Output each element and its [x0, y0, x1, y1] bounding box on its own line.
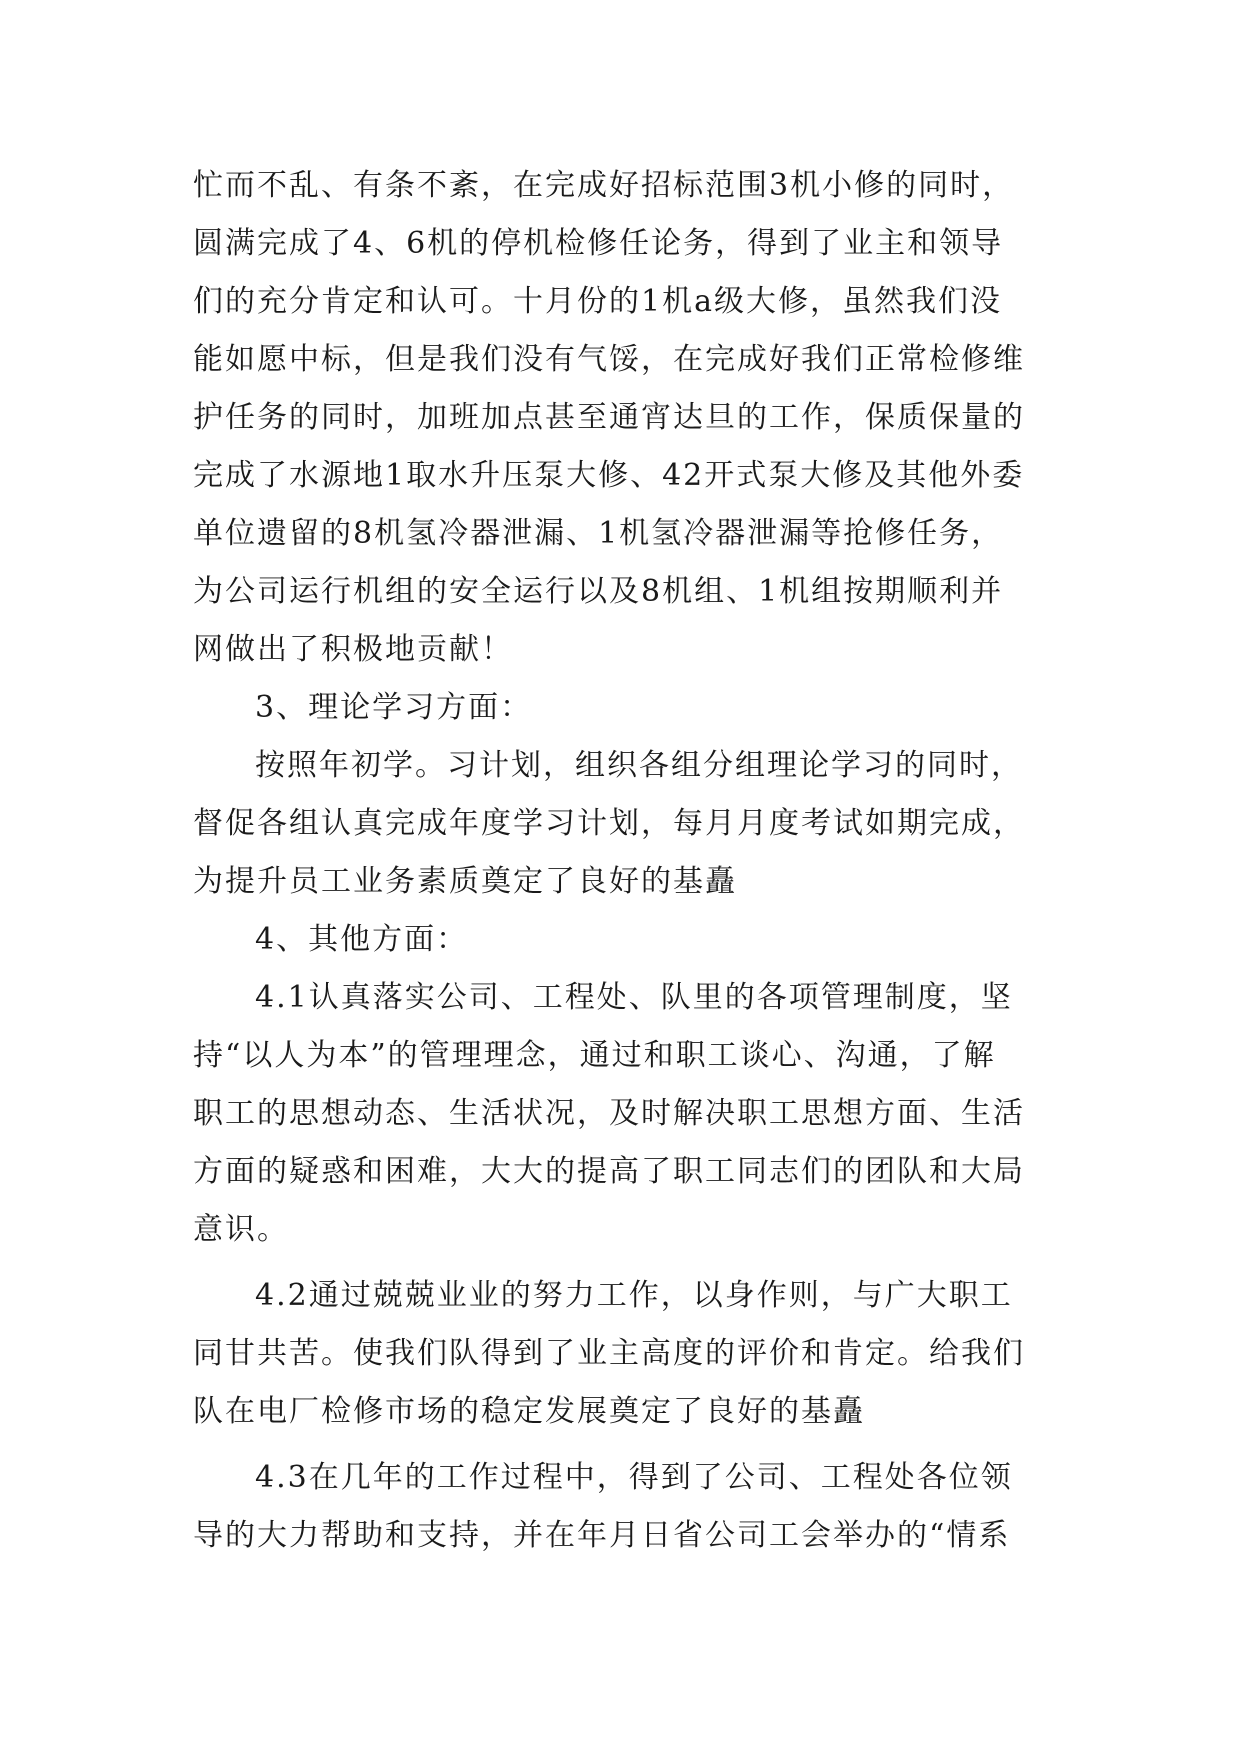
text-line: 4.2通过兢兢业业的努力工作，以身作则，与广大职工: [255, 1278, 1013, 1313]
text-line: 4.1认真落实公司、工程处、队里的各项管理制度，坚: [255, 980, 1013, 1015]
text-line: 按照年初学。习计划，组织各组分组理论学习的同时，: [255, 748, 1023, 783]
text-line: 们的充分肯定和认可。十月份的1机a级大修，虽然我们没: [193, 284, 1002, 319]
section-heading: 4、其他方面：: [255, 922, 469, 957]
section-heading: 3、理论学习方面：: [255, 690, 533, 725]
text-line: 完成了水源地1取水升压泵大修、42开式泵大修及其他外委: [193, 458, 1025, 493]
text-line: 能如愿中标，但是我们没有气馁，在完成好我们正常检修维: [193, 342, 1025, 377]
text-line: 4.3在几年的工作过程中，得到了公司、工程处各位领: [255, 1460, 1013, 1495]
text-line: 忙而不乱、有条不紊，在完成好招标范围3机小修的同时，: [193, 168, 1015, 203]
text-line: 意识。: [193, 1212, 289, 1247]
text-line: 网做出了积极地贡献！: [193, 632, 513, 667]
text-line: 护任务的同时，加班加点甚至通宵达旦的工作，保质保量的: [193, 400, 1025, 435]
text-line: 方面的疑惑和困难，大大的提高了职工同志们的团队和大局: [193, 1154, 1025, 1189]
text-line: 督促各组认真完成年度学习计划，每月月度考试如期完成，: [193, 806, 1025, 841]
text-line: 职工的思想动态、生活状况，及时解决职工思想方面、生活: [193, 1096, 1025, 1131]
body-text: [193, 157, 1073, 1565]
text-line: 同甘共苦。使我们队得到了业主高度的评价和肯定。给我们: [193, 1336, 1025, 1371]
text-line: 为公司运行机组的安全运行以及8机组、1机组按期顺利并: [193, 574, 1004, 609]
text-line: 队在电厂检修市场的稳定发展奠定了良好的基矗: [193, 1394, 865, 1429]
text-line: 圆满完成了4、6机的停机检修任论务，得到了业主和领导: [193, 226, 1004, 261]
text-line: 导的大力帮助和支持，并在年月日省公司工会举办的“情系: [193, 1518, 1011, 1553]
text-line: 为提升员工业务素质奠定了良好的基矗: [193, 864, 737, 899]
text-line: 持“以人为本”的管理理念，通过和职工谈心、沟通，了解: [193, 1038, 996, 1073]
text-line: 单位遗留的8机氢冷器泄漏、1机氢冷器泄漏等抢修任务，: [193, 516, 1004, 551]
